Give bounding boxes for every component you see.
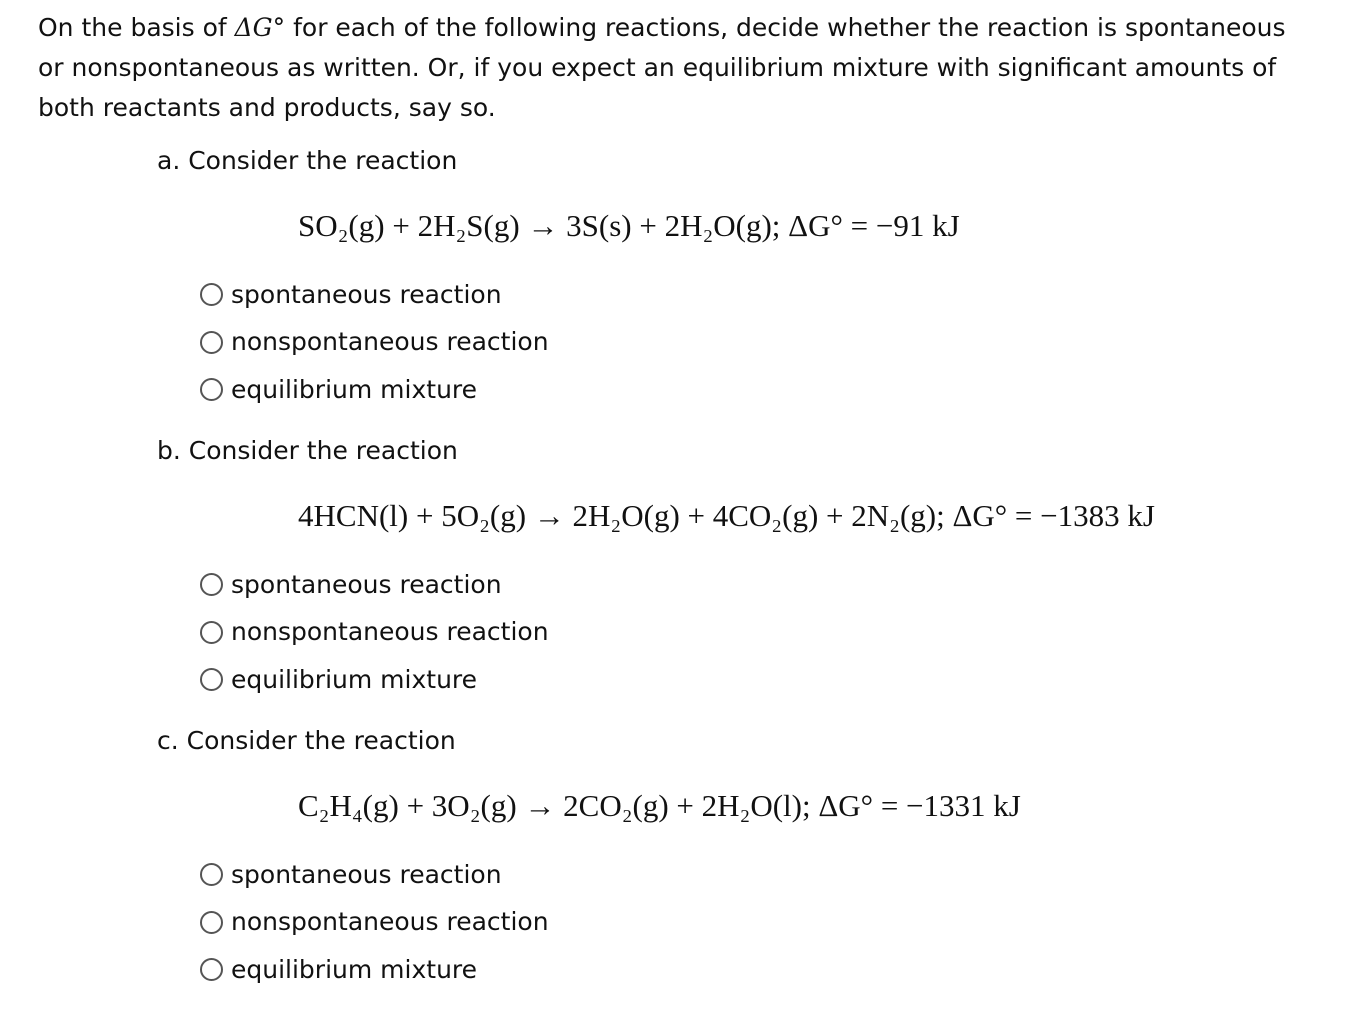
option-label: equilibrium mixture [231,954,478,984]
option-label: equilibrium mixture [231,374,478,404]
radio-button[interactable] [200,911,223,934]
part-c-option-nonspontaneous[interactable] [200,899,549,947]
option-label: spontaneous reaction [231,279,502,309]
part-c-label: c. Consider the reaction [157,726,456,755]
part-b-label: b. Consider the reaction [157,436,458,465]
part-c-option-spontaneous[interactable] [200,851,549,899]
part-b-options [200,561,549,704]
delta-g-symbol: ΔG° [234,13,286,42]
prompt-text-start: On the basis of [38,13,235,42]
radio-button[interactable] [200,331,223,354]
part-a-equation: SO₂(g) + 2H₂S(g) → 3S(s) + 2H₂O(g); ΔG° = −91 kJ [298,208,960,243]
part-c-option-equilibrium[interactable] [200,946,549,994]
radio-button[interactable] [200,283,223,306]
radio-button[interactable] [200,863,223,886]
prompt-text-end: for each of the following reactions, decide whether the reaction is spontaneous or nonspontaneous as written. Or, if you expect an equilibrium mixture with significant amounts of both reactants and products, say so. [38,13,1286,122]
radio-button[interactable] [200,668,223,691]
part-a-option-equilibrium[interactable] [200,366,549,414]
question-prompt [38,8,1298,128]
part-b-option-spontaneous[interactable] [200,561,549,609]
part-c-options [200,851,549,994]
part-a-option-nonspontaneous[interactable] [200,319,549,367]
option-label: equilibrium mixture [231,664,478,694]
option-label: nonspontaneous reaction [231,617,549,647]
part-a-options [200,271,549,414]
radio-button[interactable] [200,573,223,596]
part-b-option-equilibrium[interactable] [200,656,549,704]
option-label: nonspontaneous reaction [231,907,549,937]
part-a-option-spontaneous[interactable] [200,271,549,319]
part-b-option-nonspontaneous[interactable] [200,609,549,657]
option-label: nonspontaneous reaction [231,327,549,357]
radio-button[interactable] [200,378,223,401]
radio-button[interactable] [200,621,223,644]
part-b-equation: 4HCN(l) + 5O₂(g) → 2H₂O(g) + 4CO₂(g) + 2N₂(g); ΔG° = −1383 kJ [298,498,1155,533]
radio-button[interactable] [200,958,223,981]
option-label: spontaneous reaction [231,859,502,889]
option-label: spontaneous reaction [231,569,502,599]
part-c-equation: C₂H₄(g) + 3O₂(g) → 2CO₂(g) + 2H₂O(l); ΔG° = −1331 kJ [298,788,1021,823]
part-a-label: a. Consider the reaction [157,146,458,175]
